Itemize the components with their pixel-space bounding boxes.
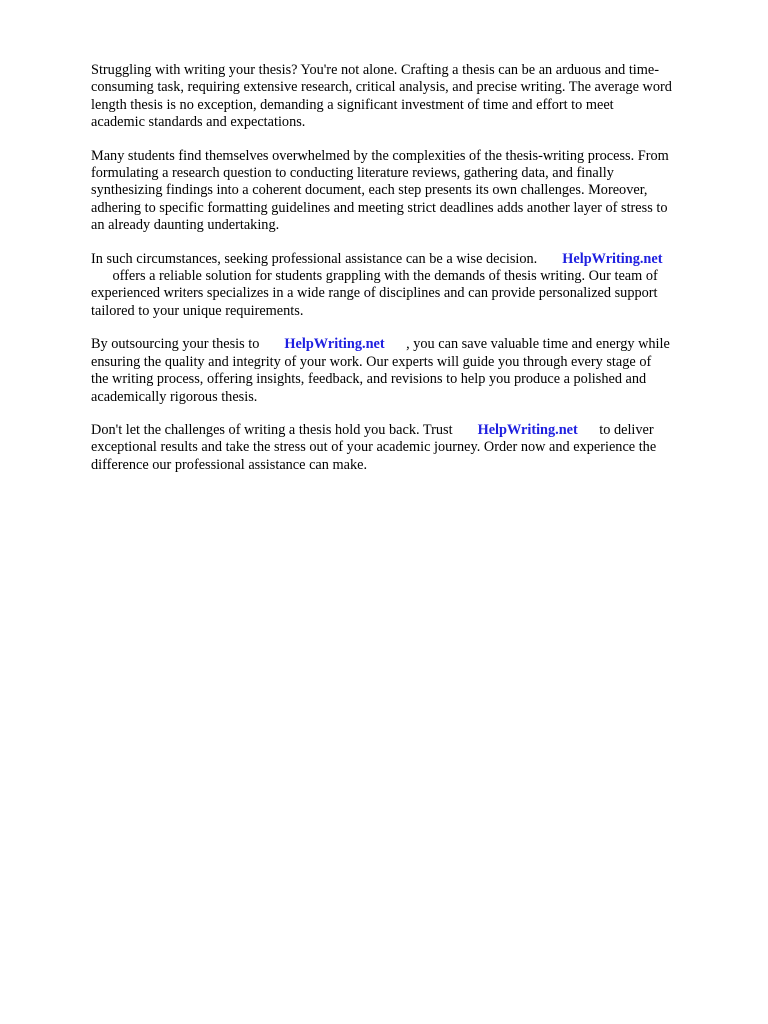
paragraph-closing-text-before: Don't let the challenges of writing a thesis hold you back. Trust (91, 421, 453, 438)
paragraph-complexities-text: Many students find themselves overwhelmed by the complexities of the thesis-writing process. From formulating a research question to conducting literature reviews, gathering data, and finally synthesizing findings into a coherent document, each step presents its own challenges. Moreover, adhering to specific formatting guidelines and meeting strict deadlines adds another layer of stress to an already daunting undertaking. (91, 147, 669, 234)
paragraph-outsourcing (91, 336, 723, 406)
helpwriting-link-3[interactable]: HelpWriting.net (477, 421, 578, 438)
paragraph-closing-text-after: to deliver exceptional results and take the stress out of your academic journey. Order now and experience the difference our professional assistance can make. (91, 421, 657, 473)
paragraph-intro-text: Struggling with writing your thesis? You're not alone. Crafting a thesis can be an arduous and time- consuming task, requiring extensive research, critical analysis, and precise writing. The average word length thesis is no exception, demanding a significant investment of time and effort to meet academic standards and expectations. (91, 62, 672, 131)
paragraph-assistance-text-after: offers a reliable solution for students grappling with the demands of thesis writing. Our team of experienced writers specializes in a wide range of disciplines and can provide personalized support tailored to your unique requirements. (91, 268, 658, 319)
paragraph-assistance (91, 251, 723, 321)
paragraph-closing (91, 422, 723, 474)
paragraph-complexities (91, 148, 723, 235)
document-body (91, 62, 723, 490)
paragraph-outsourcing-text-after: , you can save valuable time and energy while ensuring the quality and integrity of your work. Our experts will guide you through every stage of the writing process, offering insights, feedback, and revisions to help you produce a polished and academically rigorous thesis. (91, 336, 670, 405)
paragraph-outsourcing-text-before: By outsourcing your thesis to (91, 336, 260, 353)
helpwriting-link-1[interactable]: HelpWriting.net (562, 250, 663, 267)
paragraph-assistance-text-before: In such circumstances, seeking professional assistance can be a wise decision. (91, 250, 538, 267)
paragraph-intro (91, 62, 723, 132)
helpwriting-link-2[interactable]: HelpWriting.net (284, 336, 385, 353)
